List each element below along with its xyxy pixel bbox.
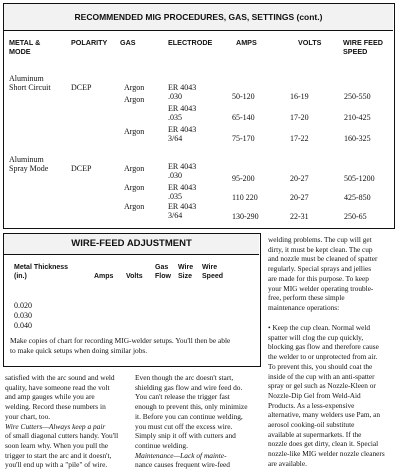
row-speed: 425-850 — [344, 193, 371, 202]
row-speed: 210-425 — [344, 113, 371, 122]
col-header-electrode: ELECTRODE — [168, 38, 213, 47]
row-speed: 250-65 — [344, 212, 367, 221]
mig-procedures-table — [3, 3, 395, 229]
section-polarity: DCEP — [71, 83, 92, 92]
wire-feed-note: Make copies of chart for recording MIG-welder setups. You'll then be able to make quick setups when doing similar jobs. — [10, 336, 231, 355]
row-amps: 95-200 — [232, 174, 255, 183]
row-volts: 20-27 — [290, 174, 309, 183]
row-amps: 130-290 — [232, 212, 259, 221]
row-volts: 17-22 — [290, 134, 309, 143]
col-header-gas-flow: Gas Flow — [155, 264, 171, 280]
wire-feed-title: WIRE-FEED ADJUSTMENT — [4, 234, 259, 255]
col-header-volts: VOLTS — [298, 38, 322, 47]
row-gas: Argon — [124, 127, 145, 136]
col-header-wire-feed: WIRE FEED SPEED — [343, 38, 383, 56]
row-amps: 75-170 — [232, 134, 255, 143]
col-header-wire-size: Wire Size — [178, 264, 194, 280]
row-volts: 20-27 — [290, 193, 309, 202]
right-column-para-1: welding problems. The cup will get dirty, it must be kept clean. The cup and nozzle must be cleaned of spatter regularly. Special sprays and jellies are made for this purpose. To keep your MIG welder operating trouble- free, perform these simple maintenance operations: — [268, 235, 378, 312]
col-header-gas: GAS — [120, 38, 136, 47]
row-gas: Argon — [124, 183, 145, 192]
thickness-value: 0.030 — [14, 311, 32, 320]
row-electrode: ER 4043 .035 — [168, 104, 197, 122]
col-header-polarity: POLARITY — [71, 38, 108, 47]
thickness-value: 0.020 — [14, 301, 32, 310]
row-amps: 50-120 — [232, 92, 255, 101]
row-electrode: ER 4043 .035 — [168, 183, 197, 201]
mig-table-title: RECOMMENDED MIG PROCEDURES, GAS, SETTINGS (cont.) — [4, 4, 393, 31]
col-header-metal-mode: METAL & MODE — [9, 38, 41, 56]
row-electrode: ER 4043 3/64 — [168, 202, 197, 220]
row-electrode: ER 4043 3/64 — [168, 125, 197, 143]
row-volts: 16-19 — [290, 92, 309, 101]
row-electrode: ER 4043 .030 — [168, 83, 197, 101]
thickness-value: 0.040 — [14, 321, 32, 330]
row-amps: 65-140 — [232, 113, 255, 122]
right-column-para-2: • Keep the cup clean. Normal weld spatter will clog the cup quickly, blocking gas flow and therefore cause the welder to or unprotected from air. To prevent this, you should coat the inside of the cup with an anti-spatter spray or gel such as Nozzle-Kleen or Nozzle-Dip Gel from Weld-Aid Products. As a less-expensive alternative, many welders use Pam, an aerosol cooking-oil substitute available at supermarkets. If the nozzle does get dirty, clean it. Special nozzle-like MIG welder nozzle cleaners are available. — [268, 323, 385, 468]
row-electrode: ER 4043 .030 — [168, 162, 197, 180]
section-mode: Aluminum Short Circuit — [9, 74, 51, 92]
section-polarity: DCEP — [71, 164, 92, 173]
row-speed: 505-1200 — [344, 174, 375, 183]
col-header-amps: AMPS — [236, 38, 257, 47]
row-gas: Argon — [124, 202, 145, 211]
col-header-metal-thickness: Metal Thickness (in.) — [14, 264, 69, 280]
col-header-wire-speed: Wire Speed — [202, 264, 224, 280]
row-gas: Argon — [124, 164, 145, 173]
row-gas: Argon — [124, 83, 145, 92]
col-header-wf-amps: Amps — [94, 273, 114, 280]
middle-column-text: Even though the arc doesn't start, shielding gas flow and wire feed do. You can't release the trigger fast enough to prevent this, only minimize it. Before you can continue welding, you must cut off the excess wire. Simply snip it off with cutters and continue welding. Maintenance—Lack of mainte- nance causes frequent wire-feed — [135, 373, 248, 470]
row-gas: Argon — [124, 95, 145, 104]
row-volts: 17-20 — [290, 113, 309, 122]
row-speed: 160-325 — [344, 134, 371, 143]
col-header-wf-volts: Volts — [126, 273, 143, 280]
left-column-text: satisfied with the arc sound and weld quality, have someone read the volt and amp gauges while you are welding. Record these numbers in your chart, too. Wire Cutters—Always keep a pair of small diagonal cutters handy. You'll soon learn why. When you pull the trigger to start the arc and it doesn't, you'll end up with a "pile" of wire. — [5, 373, 119, 470]
row-speed: 250-550 — [344, 92, 371, 101]
section-mode: Aluminum Spray Mode — [9, 155, 49, 173]
row-volts: 22-31 — [290, 212, 309, 221]
row-amps: 110 220 — [232, 193, 258, 202]
